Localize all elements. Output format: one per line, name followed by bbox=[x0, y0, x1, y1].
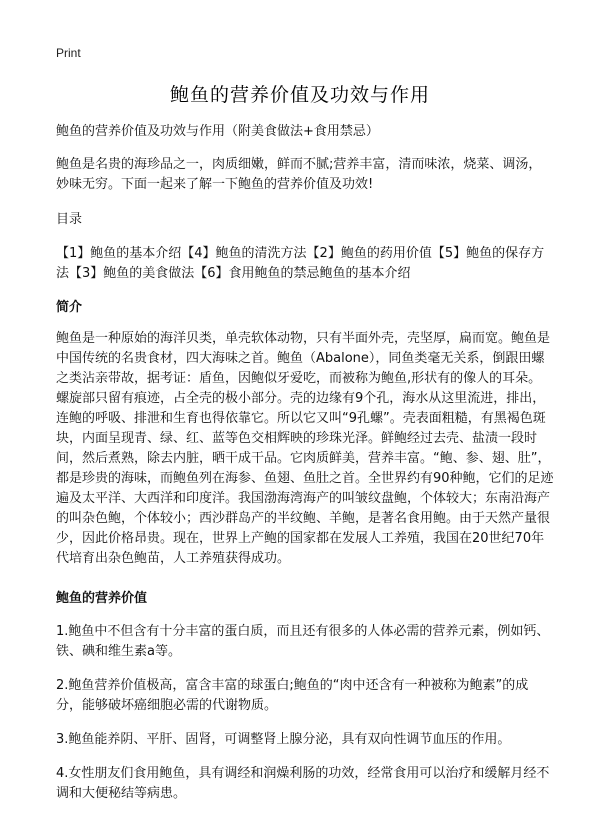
nutrition-item: 1.鲍鱼中不但含有十分丰富的蛋白质，而且还有很多的人体必需的营养元素，例如钙、铁、碘和维生素a等。 bbox=[56, 624, 550, 659]
print-link[interactable]: Print bbox=[56, 46, 81, 60]
page-title: 鲍鱼的营养价值及功效与作用 bbox=[169, 84, 430, 106]
nutrition-item: 3.鲍鱼能养阴、平肝、固肾，可调整肾上腺分泌，具有双向性调节血压的作用。 bbox=[56, 732, 511, 747]
toc-label: 目录 bbox=[56, 212, 83, 227]
article-body bbox=[56, 122, 554, 818]
table-of-contents[interactable]: 【1】鲍鱼的基本介绍【4】鲍鱼的清洗方法【2】鲍鱼的药用价值【5】鲍鱼的保存方法【3】鲍鱼的美食做法【6】食用鲍鱼的禁忌鲍鱼的基本介绍 bbox=[56, 246, 545, 281]
nutrition-item: 2.鲍鱼营养价值极高，富含丰富的球蛋白;鲍鱼的“肉中还含有一种被称为鲍素”的成分，能够破坏癌细胞必需的代谢物质。 bbox=[56, 678, 529, 713]
intro-section-body: 鲍鱼是一种原始的海洋贝类，单壳软体动物，只有半面外壳，壳坚厚，扁而宽。鲍鱼是中国传统的名贵食材，四大海味之首。鲍鱼（Abalone），同鱼类毫无关系，倒跟田螺之类沾亲带故，据考证：盾鱼，因鲍似牙爱吃，而被称为鲍鱼,形状有的像人的耳朵。螺旋部只留有痕迹，占全壳的极小部分。壳的边缘有9个孔，海水从这里流进，排出，连鲍的呼吸、排泄和生育也得依靠它。所以它又叫“9孔螺”。壳表面粗糙，有黑褐色斑块，内面呈现青、绿、红、蓝等色交相辉映的珍珠光泽。鲜鲍经过去壳、盐渍一段时间，然后煮熟，除去内脏，晒干成干品。它肉质鲜美，营养丰富。“鲍、参、翅、肚”，都是珍贵的海味，而鲍鱼列在海参、鱼翅、鱼肚之首。全世界约有90种鲍，它们的足迹遍及太平洋、大西洋和印度洋。我国渤海湾海产的叫皱纹盘鲍，个体较大；东南沿海产的叫杂色鲍，个体较小；西沙群岛产的半纹鲍、羊鲍，是著名食用鲍。由于天然产量很少，因此价格昂贵。现在，世界上产鲍的国家都在发展人工养殖，我国在20世纪70年代培育出杂色鲍苗，人工养殖获得成功。 bbox=[56, 331, 554, 566]
section-heading-intro: 简介 bbox=[56, 300, 83, 315]
article-subtitle: 鲍鱼的营养价值及功效与作用（附美食做法+食用禁忌） bbox=[56, 124, 379, 139]
intro-paragraph: 鲍鱼是名贵的海珍品之一，肉质细嫩，鲜而不腻;营养丰富，清而味浓，烧菜、调汤，妙味无穷。下面一起来了解一下鲍鱼的营养价值及功效! bbox=[56, 157, 542, 192]
nutrition-item: 4.女性朋友们食用鲍鱼，具有调经和润燥利肠的功效，经常食用可以治疗和缓解月经不调和大便秘结等病患。 bbox=[56, 766, 550, 801]
section-heading-nutrition: 鲍鱼的营养价值 bbox=[56, 591, 148, 606]
